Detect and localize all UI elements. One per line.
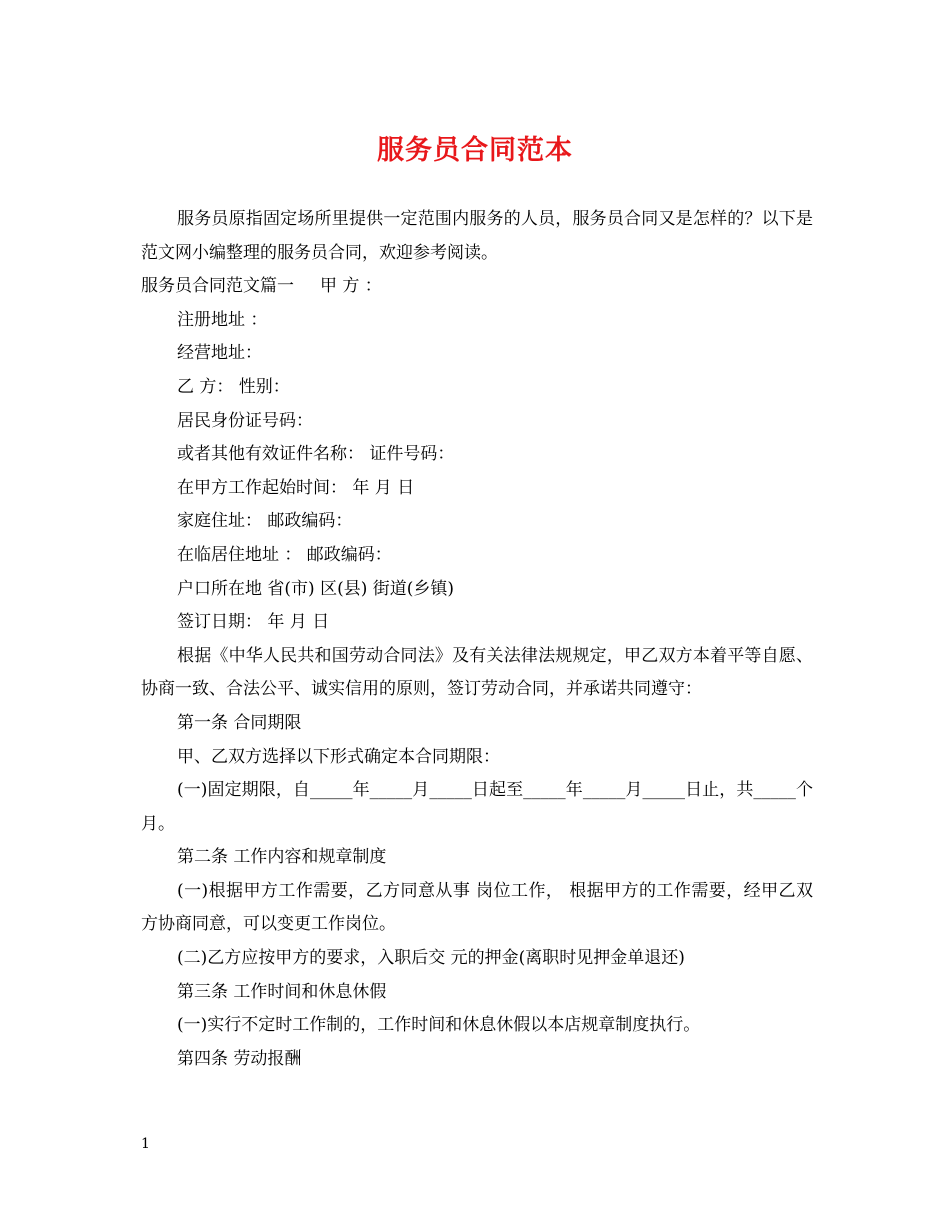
field-party-b-gender: 乙 方： 性别： — [177, 376, 290, 397]
article-2-item-2: (二)乙方应按甲方的要求，入职后交 元的押金(离职时见押金单退还) — [177, 948, 685, 969]
article-2-item-1: (一)根据甲方工作需要，乙方同意从事 岗位工作， 根据甲方的工作需要，经甲乙双方协商同意，可以变更工作岗位。 — [141, 880, 813, 935]
page-number: 1 — [141, 1136, 150, 1152]
field-other-certificate: 或者其他有效证件名称： 证件号码： — [177, 444, 455, 465]
field-registered-address: 注册地址 ： — [177, 309, 268, 330]
field-home-address: 家庭住址： 邮政编码： — [177, 511, 353, 532]
field-sign-date: 签订日期： 年 月 日 — [177, 612, 330, 633]
article-1-heading: 第一条 合同期限 — [177, 712, 302, 733]
document-title: 服务员合同范本 — [377, 135, 573, 166]
article-1-item: (一)固定期限，自_____年_____月_____日起至_____年_____月_____日止，共_____个月。 — [141, 780, 813, 834]
document-body — [141, 203, 813, 1076]
party-a-label: 甲 方 ： — [320, 276, 382, 297]
field-temp-address: 在临居住地址 ： 邮政编码： — [177, 544, 392, 565]
field-start-date: 在甲方工作起始时间： 年 月 日 — [177, 477, 415, 498]
contract-heading-line — [141, 270, 813, 304]
article-2-heading: 第二条 工作内容和规章制度 — [177, 847, 387, 868]
law-paragraph: 根据《中华人民共和国劳动合同法》及有关法律法规规定，甲乙双方本着平等自愿、协商一致、合法公平、诚实信用的原则，签订劳动合同，并承诺共同遵守： — [141, 645, 813, 700]
field-business-address: 经营地址： — [177, 343, 262, 364]
contract-heading: 服务员合同范文篇一 — [141, 276, 294, 297]
article-3-item-1: (一)实行不定时工作制的，工作时间和休息休假以本店规章制度执行。 — [177, 1015, 701, 1036]
intro-paragraph: 服务员原指固定场所里提供一定范围内服务的人员，服务员合同又是怎样的？以下是范文网小编整理的服务员合同，欢迎参考阅读。 — [141, 209, 813, 263]
article-3-heading: 第三条 工作时间和休息休假 — [177, 981, 387, 1002]
article-4-heading: 第四条 劳动报酬 — [177, 1048, 302, 1069]
field-id-number: 居民身份证号码： — [177, 410, 313, 431]
field-household-registration: 户口所在地 省(市) 区(县) 街道(乡镇) — [177, 578, 455, 599]
article-1-line: 甲、乙双方选择以下形式确定本合同期限： — [177, 746, 500, 767]
